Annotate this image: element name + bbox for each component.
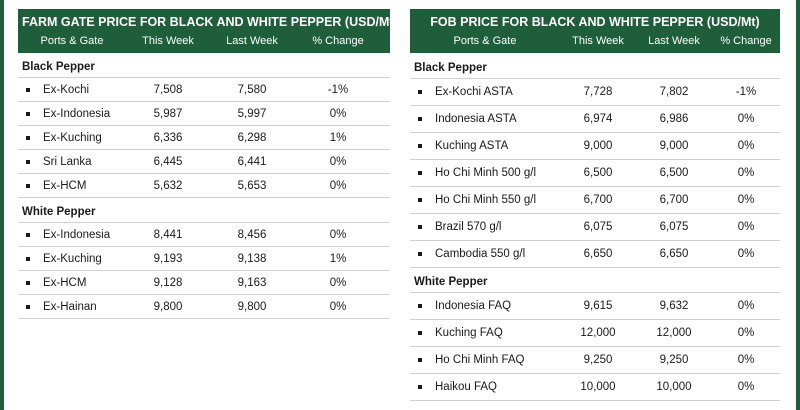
fob-price-table — [410, 9, 780, 401]
table-row — [410, 293, 780, 320]
fob-column-headers — [410, 32, 780, 53]
bullet-icon — [418, 358, 422, 362]
row-this-week: 6,700 — [583, 194, 613, 206]
row-change: 0% — [737, 327, 755, 339]
table-row — [18, 247, 390, 271]
row-last-week: 6,650 — [659, 248, 689, 260]
row-name: Ex-Kochi — [43, 83, 90, 96]
row-name: Ex-HCM — [43, 179, 87, 192]
row-this-week: 6,974 — [583, 113, 613, 125]
row-change: 1% — [329, 252, 347, 265]
row-change: 0% — [737, 221, 755, 233]
row-last-week: 6,298 — [237, 131, 267, 144]
row-this-week: 9,000 — [583, 140, 613, 152]
row-change: 0% — [737, 248, 755, 260]
table-row — [410, 347, 780, 374]
row-change: 0% — [329, 300, 347, 313]
bullet-icon — [418, 331, 422, 335]
row-this-week: 9,615 — [583, 300, 613, 312]
section-title-white-pepper: White Pepper — [18, 198, 390, 223]
row-this-week: 9,800 — [153, 300, 183, 313]
bullet-icon — [418, 385, 422, 389]
row-change: 0% — [737, 167, 755, 179]
table-row — [18, 126, 390, 150]
row-last-week: 7,802 — [659, 86, 689, 98]
row-change: 0% — [329, 228, 347, 241]
right-edge-bar — [796, 0, 800, 410]
bullet-icon — [418, 90, 422, 94]
column-header-ports: Ports & Gate — [453, 35, 517, 47]
table-row — [410, 374, 780, 401]
table-row — [18, 150, 390, 174]
row-this-week: 6,445 — [153, 155, 183, 168]
bullet-icon — [26, 112, 30, 116]
row-last-week: 9,163 — [237, 276, 267, 289]
row-this-week: 7,728 — [583, 86, 613, 98]
bullet-icon — [418, 225, 422, 229]
row-name: Ex-Indonesia — [43, 107, 111, 120]
table-row — [410, 241, 780, 268]
row-change: 0% — [737, 194, 755, 206]
row-this-week: 12,000 — [580, 327, 616, 339]
column-header-change: % Change — [312, 35, 364, 47]
section-title-white-pepper: White Pepper — [410, 268, 780, 293]
row-last-week: 6,441 — [237, 155, 267, 168]
row-change: 0% — [329, 155, 347, 168]
row-name: Ex-HCM — [43, 276, 87, 289]
row-last-week: 8,456 — [237, 228, 267, 241]
row-name: Ho Chi Minh 500 g/l — [435, 167, 536, 179]
table-row — [410, 160, 780, 187]
row-name: Indonesia FAQ — [435, 300, 512, 312]
bullet-icon — [418, 252, 422, 256]
row-name: Ex-Hainan — [43, 300, 97, 313]
table-row — [410, 187, 780, 214]
table-row — [18, 271, 390, 295]
row-last-week: 6,500 — [659, 167, 689, 179]
column-header-last-week: Last Week — [226, 35, 278, 47]
row-last-week: 12,000 — [656, 327, 692, 339]
row-this-week: 10,000 — [580, 381, 616, 393]
table-row — [410, 79, 780, 106]
row-change: 0% — [737, 113, 755, 125]
row-last-week: 9,250 — [659, 354, 689, 366]
bullet-icon — [26, 233, 30, 237]
table-row — [18, 223, 390, 247]
row-change: 0% — [737, 140, 755, 152]
row-change: 0% — [329, 179, 347, 192]
section-title-black-pepper: Black Pepper — [18, 53, 390, 78]
bullet-icon — [26, 160, 30, 164]
section-title-black-pepper: Black Pepper — [410, 53, 780, 79]
column-header-ports: Ports & Gate — [40, 35, 104, 47]
row-last-week: 7,580 — [237, 83, 267, 96]
row-this-week: 6,500 — [583, 167, 613, 179]
farm-gate-column-headers — [18, 32, 390, 53]
row-last-week: 9,800 — [237, 300, 267, 313]
table-row — [410, 320, 780, 347]
bullet-icon — [418, 304, 422, 308]
column-header-this-week: This Week — [572, 35, 624, 47]
table-row — [18, 174, 390, 198]
row-last-week: 10,000 — [656, 381, 692, 393]
row-last-week: 6,986 — [659, 113, 689, 125]
row-this-week: 9,128 — [153, 276, 183, 289]
column-header-this-week: This Week — [142, 35, 194, 47]
farm-gate-price-table — [18, 9, 398, 319]
column-header-change: % Change — [720, 35, 772, 47]
bullet-icon — [26, 184, 30, 188]
row-name: Indonesia ASTA — [435, 113, 517, 125]
bullet-icon — [418, 171, 422, 175]
row-this-week: 9,250 — [583, 354, 613, 366]
bullet-icon — [26, 88, 30, 92]
row-this-week: 8,441 — [153, 228, 183, 241]
row-name: Brazil 570 g/l — [435, 221, 502, 233]
row-this-week: 6,650 — [583, 248, 613, 260]
row-name: Kuching FAQ — [435, 327, 503, 339]
row-last-week: 6,700 — [659, 194, 689, 206]
row-last-week: 9,000 — [659, 140, 689, 152]
bullet-icon — [26, 281, 30, 285]
farm-gate-table-title: FARM GATE PRICE FOR BLACK AND WHITE PEPPER (USD/Mt) — [18, 9, 390, 32]
row-last-week: 9,138 — [237, 252, 267, 265]
row-change: 0% — [737, 354, 755, 366]
table-row — [410, 106, 780, 133]
row-name: Haikou FAQ — [435, 381, 497, 393]
table-row — [18, 78, 390, 102]
row-name: Ho Chi Minh FAQ — [435, 354, 525, 366]
row-name: Ex-Kuching — [43, 252, 102, 265]
bullet-icon — [418, 117, 422, 121]
row-last-week: 9,632 — [659, 300, 689, 312]
row-name: Cambodia 550 g/l — [435, 248, 526, 260]
left-edge-bar — [0, 0, 4, 410]
row-change: 1% — [329, 131, 347, 144]
row-this-week: 6,075 — [583, 221, 613, 233]
row-last-week: 5,997 — [237, 107, 267, 120]
row-name: Ho Chi Minh 550 g/l — [435, 194, 536, 206]
bullet-icon — [418, 144, 422, 148]
row-name: Sri Lanka — [43, 155, 92, 168]
table-row — [410, 133, 780, 160]
table-row — [18, 102, 390, 126]
row-name: Ex-Kochi ASTA — [435, 86, 513, 98]
row-this-week: 5,632 — [153, 179, 183, 192]
bullet-icon — [26, 257, 30, 261]
row-change: -1% — [735, 86, 757, 98]
row-name: Kuching ASTA — [435, 140, 509, 152]
row-name: Ex-Kuching — [43, 131, 102, 144]
row-this-week: 9,193 — [153, 252, 183, 265]
column-header-last-week: Last Week — [648, 35, 700, 47]
bullet-icon — [26, 136, 30, 140]
row-last-week: 5,653 — [237, 179, 267, 192]
table-row — [18, 295, 390, 319]
row-change: 0% — [329, 107, 347, 120]
row-this-week: 5,987 — [153, 107, 183, 120]
row-this-week: 6,336 — [153, 131, 183, 144]
row-name: Ex-Indonesia — [43, 228, 111, 241]
row-change: 0% — [737, 381, 755, 393]
bullet-icon — [418, 198, 422, 202]
row-change: -1% — [327, 83, 349, 96]
row-this-week: 7,508 — [153, 83, 183, 96]
row-change: 0% — [329, 276, 347, 289]
row-last-week: 6,075 — [659, 221, 689, 233]
bullet-icon — [26, 305, 30, 309]
table-row — [410, 214, 780, 241]
fob-table-title: FOB PRICE FOR BLACK AND WHITE PEPPER (USD/Mt) — [410, 9, 780, 32]
row-change: 0% — [737, 300, 755, 312]
